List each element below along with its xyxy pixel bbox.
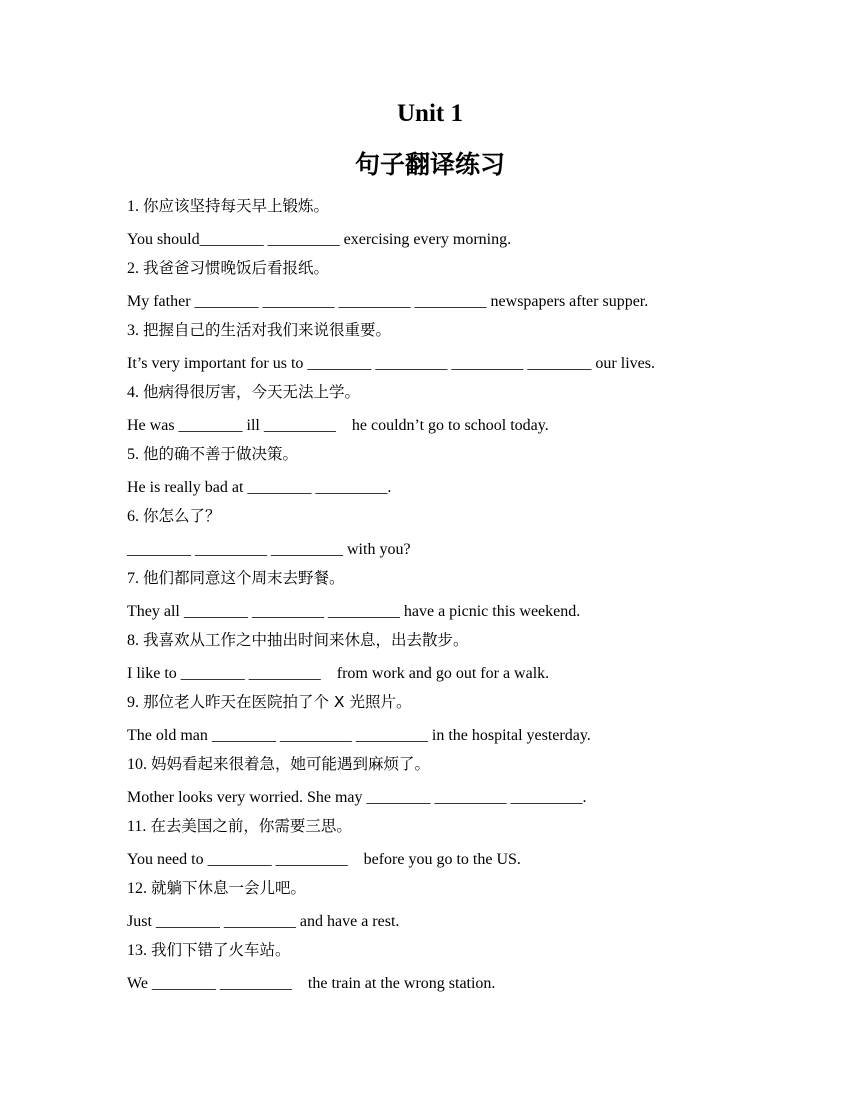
chinese-sentence xyxy=(127,193,827,224)
english-fill-in-sentence: You should________ _________ exercising every morning. xyxy=(127,231,512,248)
exercise-item xyxy=(127,565,827,627)
exercise-item xyxy=(127,317,827,379)
chinese-sentence xyxy=(127,627,827,658)
item-number: 12. xyxy=(127,880,147,897)
exercise-item xyxy=(127,441,827,503)
exercise-list xyxy=(127,193,827,999)
chinese-text: 就躺下休息一会儿吧。 xyxy=(151,879,307,897)
page-subtitle: 句子翻译练习 xyxy=(354,150,505,179)
item-number: 6. xyxy=(127,508,139,525)
chinese-sentence xyxy=(127,937,827,968)
chinese-sentence xyxy=(127,689,827,720)
chinese-text: 我喜欢从工作之中抽出时间来休息，出去散步。 xyxy=(143,631,469,649)
item-number: 3. xyxy=(127,322,139,339)
page-title: Unit 1 xyxy=(397,100,463,127)
english-fill-in-sentence: It’s very important for us to ________ _________ _________ ________ our lives. xyxy=(127,355,655,372)
chinese-text: 他们都同意这个周末去野餐。 xyxy=(143,569,345,587)
item-number: 1. xyxy=(127,198,139,215)
exercise-item xyxy=(127,813,827,875)
english-fill-in-sentence: Mother looks very worried. She may ________ _________ _________. xyxy=(127,789,587,806)
item-number: 10. xyxy=(127,756,147,773)
chinese-text: 我爸爸习惯晚饭后看报纸。 xyxy=(143,259,330,277)
chinese-sentence xyxy=(127,503,827,534)
item-number: 5. xyxy=(127,446,139,463)
chinese-text: 他病得很厉害，今天无法上学。 xyxy=(143,383,361,401)
english-fill-in-sentence: ________ _________ _________ with you? xyxy=(127,541,411,558)
english-fill-in-sentence: He was ________ ill _________ he couldn’t go to school today. xyxy=(127,417,549,434)
english-fill-in-sentence: The old man ________ _________ _________ in the hospital yesterday. xyxy=(127,727,591,744)
exercise-item xyxy=(127,627,827,689)
item-number: 7. xyxy=(127,570,139,587)
exercise-item xyxy=(127,503,827,565)
english-fill-in-sentence: I like to ________ _________ from work and go out for a walk. xyxy=(127,665,550,682)
exercise-item xyxy=(127,689,827,751)
english-fill-in-sentence: We ________ _________ the train at the wrong station. xyxy=(127,975,496,992)
chinese-sentence xyxy=(127,441,827,472)
item-number: 4. xyxy=(127,384,139,401)
exercise-item xyxy=(127,255,827,317)
exercise-item xyxy=(127,193,827,255)
item-number: 8. xyxy=(127,632,139,649)
item-number: 2. xyxy=(127,260,139,277)
english-fill-in-sentence: Just ________ _________ and have a rest. xyxy=(127,913,400,930)
chinese-text: 把握自己的生活对我们来说很重要。 xyxy=(143,321,392,339)
english-fill-in-sentence: They all ________ _________ _________ have a picnic this weekend. xyxy=(127,603,581,620)
item-number: 13. xyxy=(127,942,147,959)
exercise-item xyxy=(127,751,827,813)
chinese-sentence xyxy=(127,751,827,782)
chinese-text: 你应该坚持每天早上锻炼。 xyxy=(143,197,330,215)
chinese-text: 那位老人昨天在医院拍了个 X 光照片。 xyxy=(143,693,412,711)
chinese-text: 在去美国之前，你需要三思。 xyxy=(150,817,352,835)
chinese-text: 你怎么了？ xyxy=(143,507,221,525)
exercise-item xyxy=(127,379,827,441)
chinese-sentence xyxy=(127,875,827,906)
chinese-sentence xyxy=(127,565,827,596)
exercise-item xyxy=(127,875,827,937)
chinese-sentence xyxy=(127,813,827,844)
exercise-item xyxy=(127,937,827,999)
chinese-text: 他的确不善于做决策。 xyxy=(143,445,299,463)
item-number: 11. xyxy=(127,818,147,835)
chinese-sentence xyxy=(127,317,827,348)
chinese-text: 妈妈看起来很着急，她可能遇到麻烦了。 xyxy=(151,755,431,773)
english-fill-in-sentence: He is really bad at ________ _________. xyxy=(127,479,392,496)
chinese-sentence xyxy=(127,379,827,410)
item-number: 9. xyxy=(127,694,139,711)
english-fill-in-sentence: My father ________ _________ _________ _________ newspapers after supper. xyxy=(127,293,649,310)
chinese-text: 我们下错了火车站。 xyxy=(151,941,291,959)
chinese-sentence xyxy=(127,255,827,286)
english-fill-in-sentence: You need to ________ _________ before you go to the US. xyxy=(127,851,521,868)
